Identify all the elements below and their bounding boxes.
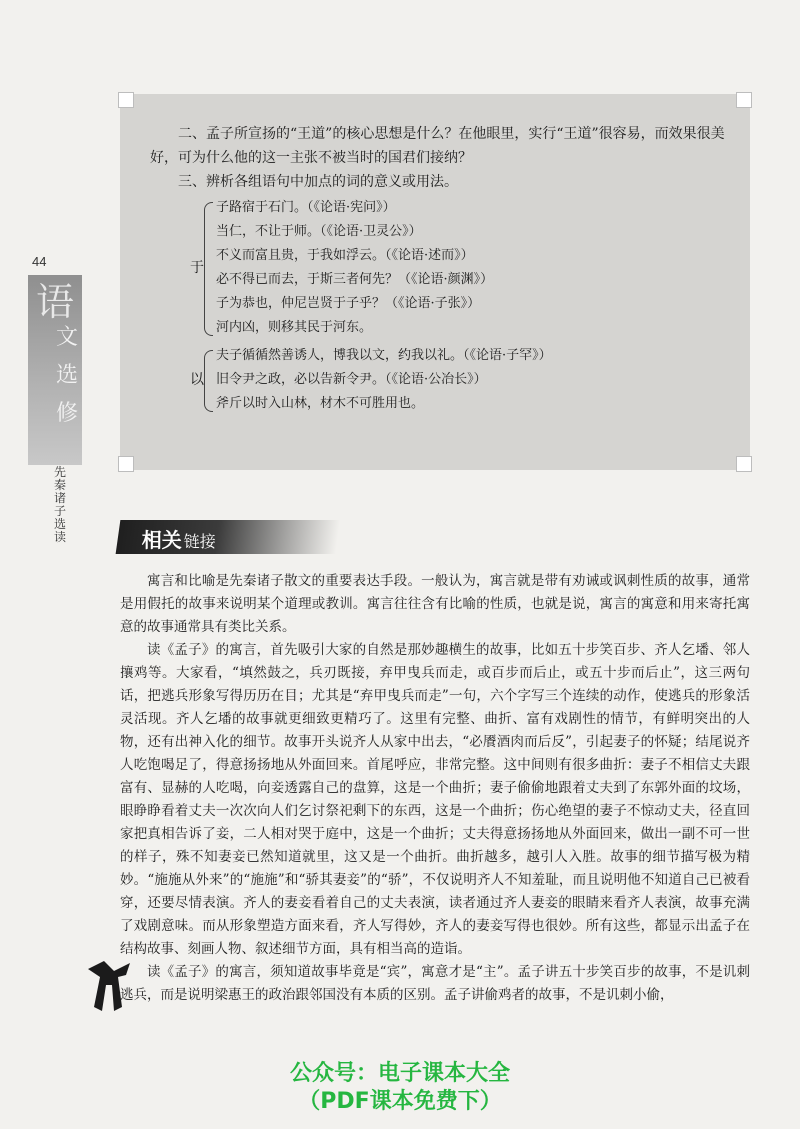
list-item: 子为恭也，仲尼岂贤于子乎？（《论语·子张》） <box>216 296 481 311</box>
ancient-vessel-icon <box>84 955 136 1015</box>
list-item: 夫子循循然善诱人，博我以文，约我以礼。（《论语·子罕》） <box>216 348 552 363</box>
group-char: 于 <box>190 260 204 276</box>
series-char: 文 <box>56 325 79 350</box>
related-title-main: 相关 <box>141 528 182 552</box>
related-link-title <box>142 524 216 553</box>
list-item: 斧斤以时入山林，材木不可胜用也。 <box>216 396 425 411</box>
corner-mark <box>118 92 134 108</box>
group-char: 以 <box>190 372 204 388</box>
word-group-yu <box>150 196 750 342</box>
group-list <box>150 344 750 416</box>
list-item: 子路宿于石门。（《论语·宪问》） <box>216 200 396 215</box>
related-link-header <box>116 520 341 554</box>
watermark-line: （PDF课本免费下） <box>298 1089 502 1114</box>
list-item: 河内凶，则移其民于河东。 <box>216 320 373 335</box>
list-item: 旧令尹之政，必以告新令尹。（《论语·公冶长》） <box>216 372 487 387</box>
body-paragraph: 读《孟子》的寓言，须知道故事毕竟是“宾”，寓意才是“主”。孟子讲五十步笑百步的故事，不是讥刺逃兵，而是说明梁惠王的政治跟邻国没有本质的区别。孟子讲偷鸡者的故事，不是讥刺小偷， <box>120 964 750 1003</box>
list-item: 必不得已而去，于斯三者何先？（《论语·颜渊》） <box>216 272 494 287</box>
group-brace <box>204 350 213 412</box>
exercise-text <box>150 122 750 418</box>
exercise-question-2: 二、孟子所宣扬的“王道”的核心思想是什么？在他眼里，实行“王道”很容易，而效果很美好，可为什么他的这一主张不被当时的国君们接纳？ <box>150 126 725 166</box>
related-title-sub: 链接 <box>183 532 216 551</box>
series-big-char: 语 <box>36 280 75 324</box>
list-item: 当仁，不让于师。（《论语·卫灵公》） <box>216 224 422 239</box>
body-paragraph: 读《孟子》的寓言，首先吸引大家的自然是那妙趣横生的故事，比如五十步笑百步、齐人乞墦、邻人攘鸡等。大家看，“填然鼓之，兵刃既接，弃甲曳兵而走，或百步而后止，或五十步而后止”，这三两句话，把逃兵形象写得历历在目；尤其是“弃甲曳兵而走”一句，六个字写三个连续的动作，使逃兵的形象活灵活现。齐人乞墦的故事就更细致更精巧了。这里有完整、曲折、富有戏剧性的情节，有鲜明突出的人物，还有出神入化的细节。故事开头说齐人从家中出去，“必餍酒肉而后反”，引起妻子的怀疑；结尾说齐人吃饱喝足了，得意扬扬地从外面回来。首尾呼应，非常完整。这中间则有很多曲折：妻子不相信丈夫跟富有、显赫的人吃喝，向妾透露自己的盘算，这是一个曲折；妻子偷偷地跟着丈夫到了东郭外面的坟场，眼睁睁看着丈夫一次次向人们乞讨祭祀剩下的东西，这是一个曲折；伤心绝望的妻子不惊动丈夫，径直回家把真相告诉了妾，二人相对哭于庭中，这是一个曲折；丈夫得意扬扬地从外面回来，做出一副不可一世的样子，殊不知妻妾已然知道就里，这又是一个曲折。曲折越多，越引人入胜。故事的细节描写极为精妙。“施施从外来”的“施施”和“骄其妻妾”的“骄”，不仅说明齐人不知羞耻，而且说明他不知道自己已被看穿，还要尽情表演。齐人的妻妾看着自己的丈夫表演，读者通过齐人妻妾的眼睛来看齐人表演，故事充满了戏剧意味。而从形象塑造方面来看，齐人写得妙，齐人的妻妾写得也很妙。所有这些，都显示出孟子在结构故事、刻画人物、叙述细节方面，具有相当高的造诣。 <box>120 642 750 957</box>
body-paragraph: 寓言和比喻是先秦诸子散文的重要表达手段。一般认为，寓言就是带有劝诫或讽刺性质的故事，通常是用假托的故事来说明某个道理或教训。寓言往往含有比喻的性质，也就是说，寓言的寓意和用来寄托寓意的故事通常具有类比关系。 <box>120 573 750 635</box>
series-side-band <box>28 275 82 465</box>
series-char: 选 <box>56 363 79 388</box>
page-number: 44 <box>32 254 47 269</box>
watermark-line: 公众号：电子课本大全 <box>289 1061 510 1086</box>
series-vertical-title: 先秦诸子选读 <box>54 465 67 544</box>
group-brace <box>204 202 213 336</box>
series-char: 修 <box>56 401 79 426</box>
word-group-yi <box>150 344 750 418</box>
exercise-box <box>120 94 750 470</box>
related-body <box>120 570 750 1007</box>
corner-mark <box>118 456 134 472</box>
group-list <box>150 196 750 340</box>
corner-mark <box>736 92 752 108</box>
corner-mark <box>736 456 752 472</box>
exercise-question-3: 三、辨析各组语句中加点的词的意义或用法。 <box>178 174 458 190</box>
list-item: 不义而富且贵，于我如浮云。（《论语·述而》） <box>216 248 474 263</box>
